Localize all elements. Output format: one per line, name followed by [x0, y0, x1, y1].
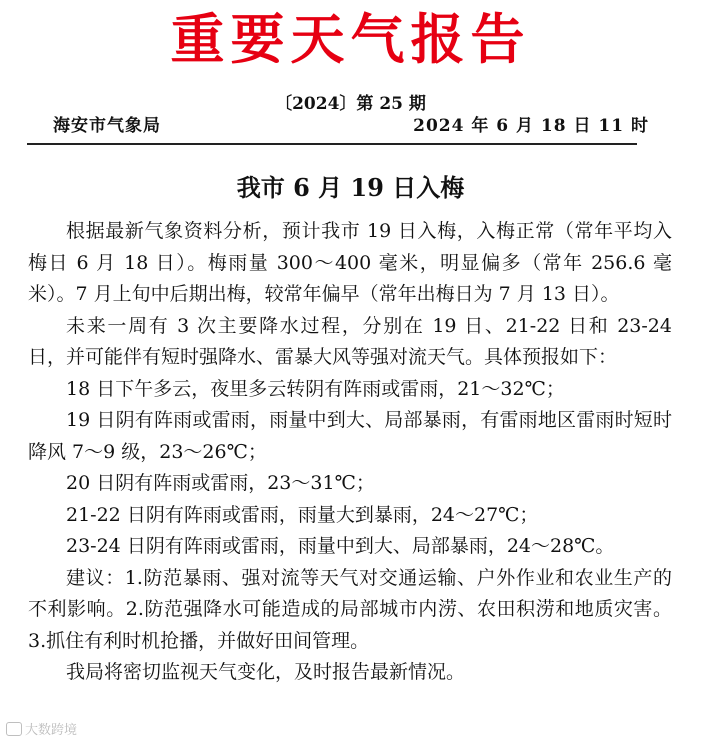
issue-datetime: 2024 年 6 月 18 日 11 时: [413, 116, 649, 136]
paragraph-suggestions: 建议：1.防范暴雨、强对流等天气对交通运输、户外作业和农业生产的不利影响。2.防范强降水可能造成的局部城市内涝、农田积涝和地质灾害。3.抓住有利时机抢播，并做好田间管理。: [28, 566, 672, 652]
issuer-name: 海安市气象局: [53, 116, 161, 136]
issue-number: 〔2024〕第 25 期: [275, 94, 426, 114]
paragraph-forecast-18: 18 日下午多云，夜里多云转阴有阵雨或雷雨，21～32℃；: [66, 377, 565, 400]
paragraph-forecast-23-24: 23-24 日阴有阵雨或雷雨，雨量中到大、局部暴雨，24～28℃。: [66, 535, 615, 557]
paragraph-meiyu-onset: 根据最新气象资料分析，预计我市 19 日入梅，入梅正常（常年平均入梅日 6 月 18 日）。梅雨量 300～400 毫米，明显偏多（常年 256.6 毫米）。7 月上旬中后期出梅，较常年偏早（常年出梅日为 7 月 13 日）。: [28, 220, 672, 305]
paragraph-closing: 我局将密切监视天气变化，及时报告最新情况。: [66, 661, 466, 683]
paragraph-forecast-20: 20 日阴有阵雨或雷雨，23～31℃；: [66, 472, 375, 494]
paragraph-forecast-21-22: 21-22 日阴有阵雨或雷雨，雨量大到暴雨，24～27℃；: [66, 503, 539, 526]
report-masthead: 重要天气报告: [170, 7, 531, 71]
watermark-text: 大数跨境: [25, 723, 78, 738]
paragraph-forecast-19: 19 日阴有阵雨或雷雨，雨量中到大、局部暴雨，有雷雨地区雷雨时短时降风 7～9 级，23～26℃；: [28, 409, 672, 463]
header-divider: [27, 143, 637, 145]
watermark-logo-icon: [6, 722, 22, 736]
watermark: [6, 722, 77, 740]
article-title: 我市 6 月 19 日入梅: [236, 173, 465, 202]
article-body: [28, 216, 672, 689]
paragraph-precip-overview: 未来一周有 3 次主要降水过程，分别在 19 日、21-22 日和 23-24 日，并可能伴有短时强降水、雷暴大风等强对流天气。具体预报如下：: [28, 314, 672, 368]
